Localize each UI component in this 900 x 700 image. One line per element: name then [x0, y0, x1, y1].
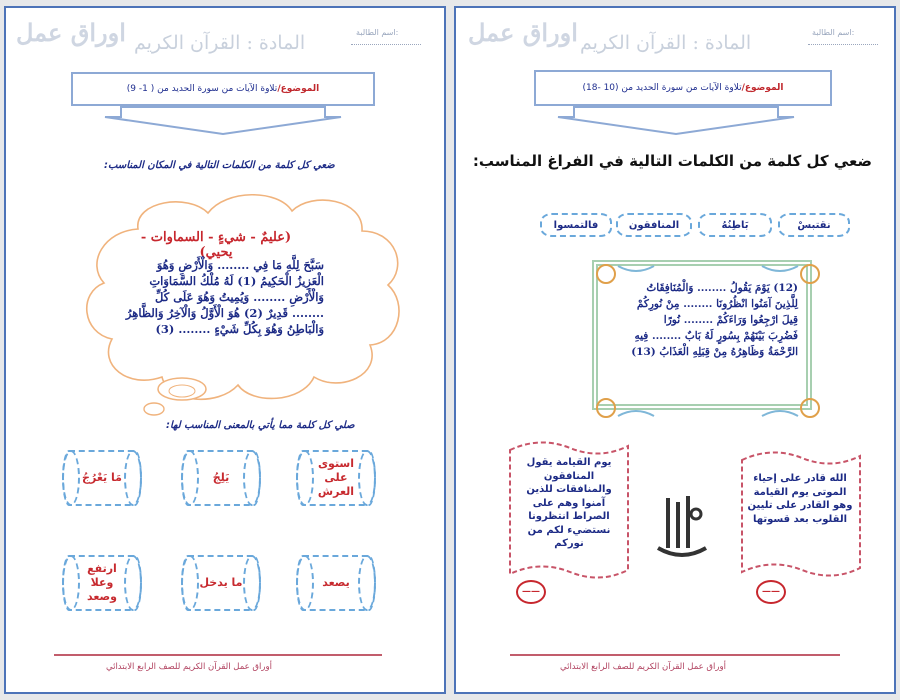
instruction-fill: ضعي كل كلمة من الكلمات التالية في الفراغ المناسب: — [472, 152, 872, 170]
verse-block-right — [606, 282, 798, 358]
worksheet-title: اوراق عمل — [468, 18, 578, 47]
topic-box — [71, 72, 375, 106]
match-meaning-3[interactable]: ارتفع وعلا وصعد — [62, 555, 142, 611]
answer-circle-right[interactable]: —— — [756, 580, 786, 604]
topic-box — [534, 70, 832, 106]
student-name-line — [808, 44, 878, 45]
worksheet-page-right — [454, 6, 896, 694]
verse-line: ........ قَدِيرٌ (2) هُوَ الْأَوَّلُ وَالْآخِرُ وَالظَّاهِرُ — [125, 306, 324, 320]
match-word-2[interactable]: يَلِجُ — [181, 450, 261, 506]
subject-title: المادة : القرآن الكريم — [134, 32, 306, 54]
word-scroll-3[interactable]: المنافقون — [616, 213, 692, 237]
instruction-match: صلي كل كلمة مما يأتي بالمعنى المناسب لها: — [166, 420, 355, 431]
footer-text: أوراق عمل القرآن الكريم للصف الرابع الابتدائي — [106, 662, 272, 672]
topic-text: تلاوة الآيات من سورة الحديد من (10 -18) — [582, 83, 742, 93]
topic-text: تلاوة الآيات من سورة الحديد من ( 1- 9) — [126, 84, 278, 94]
match-meaning-2[interactable]: ما يدخل — [181, 555, 261, 611]
verse-line: فَضُرِبَ بَيْنَهُمْ بِسُورٍ لَهُ بَابٌ ........ فِيهِ — [634, 330, 798, 342]
match-word-3[interactable]: مَا يَعْرُجُ — [62, 450, 142, 506]
footer-divider — [510, 654, 840, 656]
student-name-line — [351, 44, 421, 45]
match-word-1[interactable]: استوى على العرش — [296, 450, 376, 506]
down-arrow-icon — [554, 107, 798, 135]
verse-block-left — [102, 258, 324, 336]
topic-label: الموضوع/ — [277, 84, 320, 94]
verse-line: وَالْبَاطِنُ وَهُوَ بِكُلِّ شَيْءٍ ........ (3) — [155, 322, 324, 336]
flag-text-left: يوم القيامة يقول المنافقون والمنافقات للذين آمنوا وهم على الصراط انتظرونا نستضيء لكم من نوركم — [526, 457, 612, 549]
topic-label: الموضوع/ — [741, 83, 784, 93]
verse-frame — [592, 260, 812, 410]
student-name-label: اسم الطالبة: — [812, 28, 855, 37]
subject-title: المادة : القرآن الكريم — [580, 32, 752, 54]
footer-text: أوراق عمل القرآن الكريم للصف الرابع الابتدائي — [560, 662, 726, 672]
verse-line: الرَّحْمَةُ وَظَاهِرُهُ مِنْ قِبَلِهِ الْعَذَابُ (13) — [631, 346, 798, 358]
word-bank-left: (عليمٌ - شيءٍ - السماوات - يحيي) — [140, 230, 292, 260]
verse-line: سَبَّحَ لِلَّهِ مَا فِي ........ وَالْأَرْضِ وَهُوَ — [156, 258, 324, 272]
student-name-label: اسم الطالبة: — [356, 28, 399, 37]
word-scroll-2[interactable]: بَاطِنُهُ — [698, 213, 772, 237]
match-meaning-1[interactable]: يصعد — [296, 555, 376, 611]
verse-line: وَالْأَرْضِ ........ وَيُمِيتُ وَهُوَ عَلَى كُلِّ — [155, 290, 324, 304]
footer-divider — [54, 654, 382, 656]
worksheet-title: اوراق عمل — [16, 18, 126, 47]
flag-text-right: الله قادر على إحياء الموتى يوم القيامة وهو القادر على تليين القلوب بعد قسوتها — [747, 473, 853, 525]
verse-line: (12) يَوْمَ يَقُولُ ........ وَالْمُنَافِقَاتُ — [646, 282, 798, 294]
verse-line: لِلَّذِينَ آمَنُوا انْظُرُونَا ........ مِنْ نُورِكُمْ — [636, 298, 798, 310]
answer-circle-left[interactable]: —— — [516, 580, 546, 604]
down-arrow-icon — [101, 107, 345, 135]
verse-line: الْعَزِيزُ الْحَكِيمُ (1) لَهُ مُلْكُ السَّمَاوَاتِ — [149, 274, 324, 288]
calligraphy-emblem-icon — [652, 492, 712, 564]
verse-line: قِيلَ ارْجِعُوا وَرَاءَكُمْ ........ نُورًا — [663, 314, 798, 326]
word-scroll-1[interactable]: نقتبسْ — [778, 213, 850, 237]
word-scroll-4[interactable]: فالتمسوا — [540, 213, 612, 237]
instruction-fill: ضعي كل كلمة من الكلمات التالية في المكان المناسب: — [104, 160, 335, 171]
worksheet-page-left — [4, 6, 446, 694]
